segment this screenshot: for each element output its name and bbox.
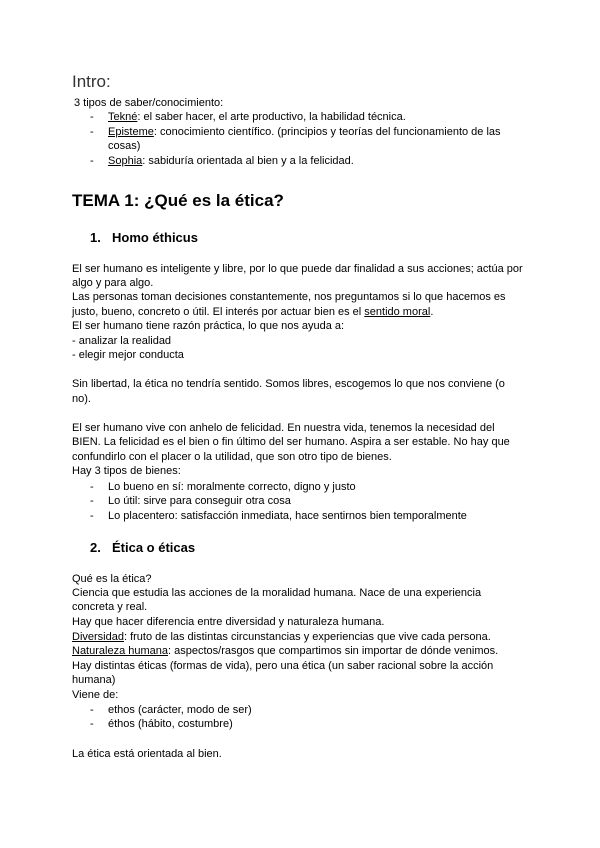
term-naturaleza-humana: Naturaleza humana: [72, 645, 169, 657]
bienes-item: Lo placentero: satisfacción inmediata, hace sentirnos bien temporalmente: [108, 510, 467, 522]
ethos-item: ethos (carácter, modo de ser): [108, 704, 252, 716]
closing-line: La ética está orientada al bien.: [72, 748, 222, 760]
paragraph-line: Viene de:: [72, 689, 119, 701]
paragraph-line: Sin libertad, la ética no tendría sentido. Somos libres, escogemos lo que nos conviene (o: [72, 378, 505, 390]
term-tekne: Tekné: [108, 111, 138, 123]
bullet-dash: -: [90, 495, 94, 507]
paragraph-line: concreta y real.: [72, 601, 148, 613]
paragraph-line: El ser humano vive con anhelo de felicidad. En nuestra vida, tenemos la necesidad del: [72, 422, 495, 434]
paragraph-line: Diversidad: fruto de las distintas circunstancias y experiencias que vive cada persona.: [72, 631, 491, 643]
bullet-dash: -: [90, 126, 94, 138]
paragraph-line: El ser humano es inteligente y libre, por lo que puede dar finalidad a sus acciones; actúa por: [72, 263, 523, 275]
bullet-dash: -: [90, 155, 94, 167]
intro-item-tekne: Tekné: el saber hacer, el arte productivo, la habilidad técnica.: [108, 111, 406, 123]
paragraph-line: Naturaleza humana: aspectos/rasgos que compartimos sin importar de dónde venimos.: [72, 645, 499, 657]
intro-item-episteme: Episteme: conocimiento científico. (principios y teorías del funcionamiento de las: [108, 126, 501, 138]
intro-subtitle: 3 tipos de saber/conocimiento:: [74, 97, 224, 109]
term-sentido-moral: sentido moral: [364, 306, 431, 318]
paragraph-line: algo y para algo.: [72, 277, 154, 289]
section-1-heading: 1. Homo éthicus: [90, 230, 198, 245]
bienes-item: Lo útil: sirve para conseguir otra cosa: [108, 495, 291, 507]
bienes-item: Lo bueno en sí: moralmente correcto, digno y justo: [108, 481, 356, 493]
paragraph-line: Hay distintas éticas (formas de vida), pero una ética (un saber racional sobre la acción: [72, 660, 494, 672]
paragraph-line: - elegir mejor conducta: [72, 349, 184, 361]
paragraph-line: Las personas toman decisiones constantemente, nos preguntamos si lo que hacemos es: [72, 291, 506, 303]
bullet-dash: -: [90, 481, 94, 493]
paragraph-line: Hay que hacer diferencia entre diversidad y naturaleza humana.: [72, 616, 385, 628]
paragraph-line: confundirlo con el placer o la utilidad, que son otro tipo de bienes.: [72, 451, 392, 463]
paragraph-line: El ser humano tiene razón práctica, lo que nos ayuda a:: [72, 320, 345, 332]
paragraph-line: - analizar la realidad: [72, 335, 172, 347]
term-sophia: Sophia: [108, 155, 143, 167]
paragraph-line: Hay 3 tipos de bienes:: [72, 465, 181, 477]
paragraph-line: humana): [72, 674, 116, 686]
bullet-dash: -: [90, 510, 94, 522]
tema-title: TEMA 1: ¿Qué es la ética?: [72, 191, 284, 210]
intro-item-episteme-cont: cosas): [108, 140, 141, 152]
intro-item-sophia: Sophia: sabiduría orientada al bien y a la felicidad.: [108, 155, 354, 167]
bullet-dash: -: [90, 704, 94, 716]
paragraph-line: Qué es la ética?: [72, 573, 152, 585]
bullet-dash: -: [90, 718, 94, 730]
section-2-heading: 2. Ética o éticas: [90, 540, 196, 555]
bullet-dash: -: [90, 111, 94, 123]
ethos-item: éthos (hábito, costumbre): [108, 718, 233, 730]
paragraph-line: justo, bueno, concreto o útil. El interés por actuar bien es el sentido moral.: [72, 306, 434, 318]
paragraph-line: BIEN. La felicidad es el bien o fin último del ser humano. Aspira a ser estable. No hay que: [72, 436, 510, 448]
intro-title: Intro:: [72, 72, 111, 91]
paragraph-line: Ciencia que estudia las acciones de la moralidad humana. Nace de una experiencia: [72, 587, 482, 599]
term-diversidad: Diversidad: [72, 631, 124, 643]
paragraph-line: no).: [72, 393, 91, 405]
term-episteme: Episteme: [108, 126, 154, 138]
